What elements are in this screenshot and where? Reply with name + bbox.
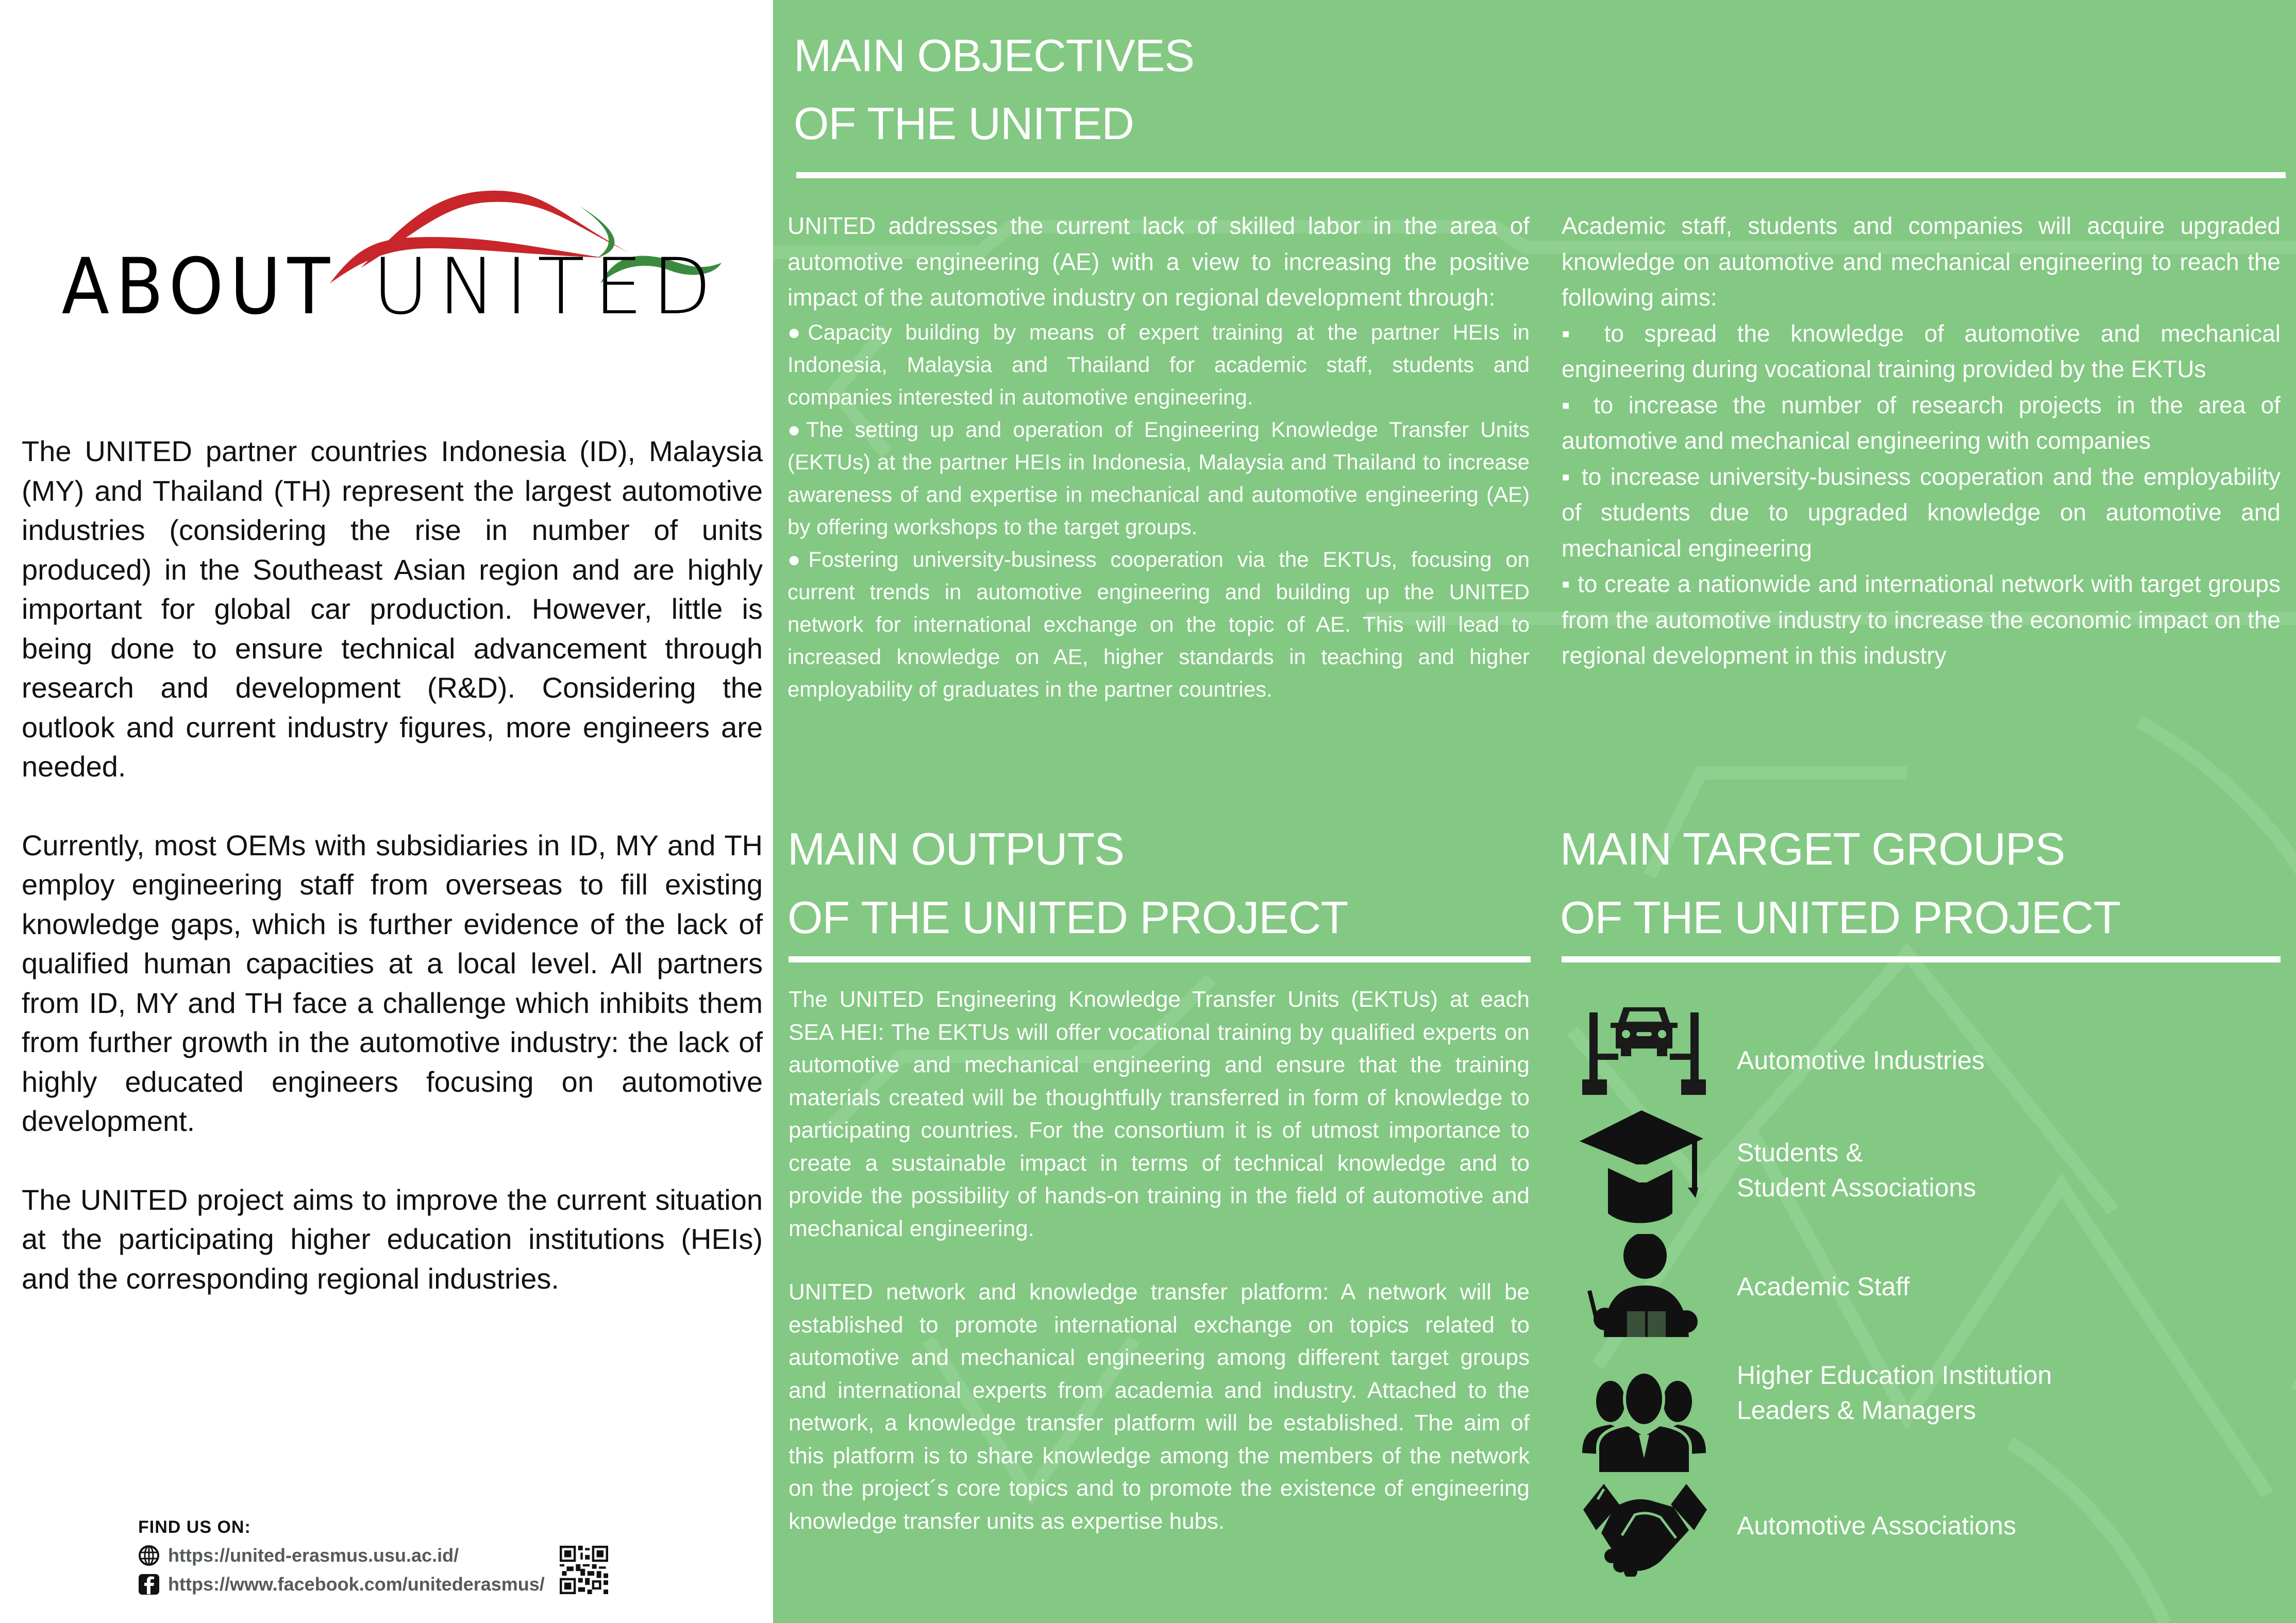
objectives-intro: UNITED addresses the current lack of skilled labor in the area of automotive engineering (AE) with a view to increasing the positive impact of the automotive industry on regional development through: — [787, 212, 1530, 311]
target-group-label-students: Students & Student Associations — [1737, 1138, 1976, 1202]
target-group-label-hei-leaders: Higher Education Institution Leaders & Managers — [1737, 1361, 2052, 1425]
target-group-label-automotive-associations: Automotive Associations — [1737, 1511, 2016, 1540]
globe-icon — [138, 1545, 160, 1566]
objectives-divider — [796, 172, 2286, 178]
qr-code-icon[interactable] — [560, 1546, 608, 1594]
business-people-icon — [1582, 1371, 1706, 1474]
page-title — [46, 242, 721, 332]
outputs-paragraph: UNITED network and knowledge transfer platform: A network will be established to promote international exchange on topics related to automotive and mechanical engineering among different target groups and international experts from academia and industry. Attached to the network, a knowledge transfer platform will be established. The aim of this platform is to share knowledge among the members of the network on the project´s core topics and to promote the existence of engineering knowledge transfer units as expertise hubs. — [789, 1279, 1530, 1534]
aims-bullet: ▪ to create a nationwide and international network with target groups from the automotive industry to increase the economic impact on the regional development in this industry — [1562, 570, 2281, 669]
target-group-label-automotive-industries: Automotive Industries — [1737, 1046, 1985, 1075]
title-brand: UNITED — [372, 242, 721, 332]
objectives-bullet: ●Capacity building by means of expert training at the partner HEIs in Indonesia, Malaysia and Thailand for academic staff, students and companies interested in automotive engineering. — [787, 319, 1530, 409]
objectives-heading-line1: MAIN OBJECTIVES — [794, 30, 1195, 81]
about-paragraph: Currently, most OEMs with subsidiaries in ID, MY and TH employ engineering staff from overseas to fill existing knowledge gaps, which is further evidence of the lack of qualified human capacities at a local level. All partners from ID, MY and TH face a challenge which inhibits them from further growth in the automotive industry: the lack of highly educated engineers focusing on automotive development. — [22, 829, 763, 1137]
find-us-label: FIND US ON: — [138, 1517, 251, 1537]
about-text — [22, 432, 763, 1338]
outputs-divider — [789, 956, 1531, 962]
facebook-url[interactable]: https://www.facebook.com/unitederasmus/ — [168, 1574, 545, 1595]
objectives-right-column — [1562, 208, 2281, 674]
aims-bullet: ▪ to spread the knowledge of automotive and mechanical engineering during vocational training provided by the EKTUs — [1562, 319, 2281, 382]
about-panel — [0, 0, 773, 1623]
target-groups-divider — [1562, 956, 2281, 962]
facebook-icon — [138, 1574, 160, 1595]
website-url[interactable]: https://united-erasmus.usu.ac.id/ — [168, 1545, 459, 1566]
car-lift-icon — [1582, 1007, 1706, 1100]
outputs-heading-line2: OF THE UNITED PROJECT — [787, 892, 1348, 943]
facebook-link[interactable] — [138, 1574, 545, 1595]
aims-intro: Academic staff, students and companies will acquire upgraded knowledge on automotive and mechanical engineering to reach the following aims: — [1562, 212, 2281, 311]
target-group-label-academic-staff: Academic Staff — [1737, 1272, 1910, 1301]
aims-bullet: ▪ to increase university-business cooperation and the employability of students due to upgraded knowledge on automotive and mechanical engineering — [1562, 463, 2281, 562]
title-about: ABOUT — [61, 242, 337, 332]
objectives-heading-line2: OF THE UNITED — [794, 98, 1134, 149]
objectives-bullet: ●Fostering university-business cooperation via the EKTUs, focusing on current trends in automotive engineering and building up the UNITED network for international exchange on the topic of AE. This will lead to increased knowledge on AE, higher standards in teaching and higher employability of graduates in the partner countries. — [787, 547, 1530, 701]
website-link[interactable] — [138, 1545, 545, 1566]
outputs-paragraph: The UNITED Engineering Knowledge Transfer Units (EKTUs) at each SEA HEI: The EKTUs will offer vocational training by qualified experts on automotive and mechanical engineering and ensure that the training materials created will be thoughtfully transferred in form of knowledge to participating countries. For the consortium it is of utmost importance to create a sustainable impact in terms of technical knowledge and to provide the possibility of hands-on training in the field of automotive and mechanical engineering. — [789, 987, 1530, 1241]
graduation-cap-icon — [1580, 1110, 1703, 1224]
about-united-logo — [41, 185, 742, 340]
aims-bullet: ▪ to increase the number of research projects in the area of automotive and mechanical engineering with companies — [1562, 391, 2281, 454]
outputs-heading-line1: MAIN OUTPUTS — [787, 823, 1124, 874]
objectives-bullet: ●The setting up and operation of Engineering Knowledge Transfer Units (EKTUs) at the partner HEIs in Indonesia, Malaysia and Thailand to increase awareness of and expertise in mechanical and automotive engineering (AE) by offering workshops to the target groups. — [787, 417, 1530, 539]
find-us-section — [138, 1517, 545, 1595]
teacher-icon — [1583, 1234, 1707, 1337]
about-paragraph: The UNITED project aims to improve the current situation at the participating higher education institutions (HEIs) and the corresponding regional industries. — [22, 1183, 763, 1295]
about-paragraph: The UNITED partner countries Indonesia (ID), Malaysia (MY) and Thailand (TH) represent the largest automotive industries (considering the rise in number of units produced) in the Southeast Asian region and are highly important for global car production. However, little is being done to ensure technical advancement through research and development (R&D). Considering the outlook and current industry figures, more engineers are needed. — [22, 435, 763, 783]
outputs-text — [789, 983, 1530, 1537]
handshake-icon — [1583, 1484, 1707, 1577]
objectives-left-column — [787, 208, 1530, 705]
target-groups-heading-line2: OF THE UNITED PROJECT — [1560, 892, 2121, 943]
target-groups-heading-line1: MAIN TARGET GROUPS — [1560, 823, 2065, 874]
info-panel — [773, 0, 2296, 1623]
